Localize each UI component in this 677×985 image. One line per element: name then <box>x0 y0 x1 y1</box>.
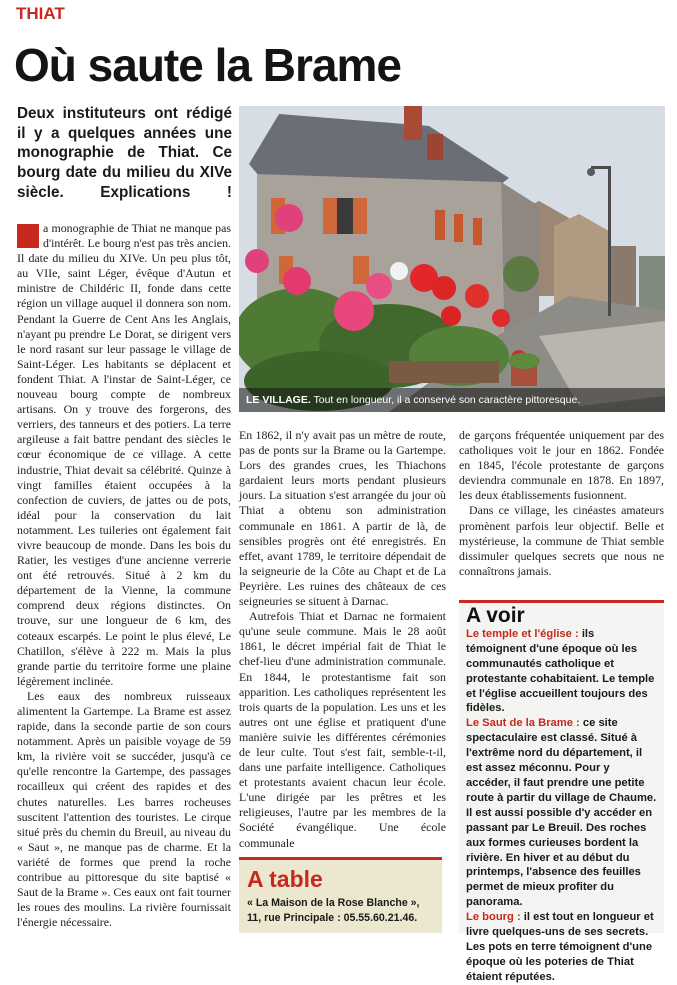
village-photo-image <box>239 106 665 412</box>
section-rubric: THIAT <box>16 4 65 23</box>
article-column-1 <box>17 221 231 930</box>
article-column-2 <box>239 428 446 851</box>
a-table-box <box>239 857 442 933</box>
article-paragraph: Autrefois Thiat et Darnac ne formaient qu'une seule commune. Mais le 28 août 1861, le décret impérial fait de Thiat le chef-lieu d'une administration communale. En 1844, le protestantisme fait son apparition. Les catholiques représentent les trois quarts de la population. Les uns et les autres ont une église et pratiquent d'une manière suivie les différentes cérémonies de leur culte. Tout s'est fait, semble-t-il, dans une parfaite intelligence. Catholiques et protestants avaient chacun leur école. L'une dirigée par les prêtres et les religieuses, l'autre par les membres de la Société évangélique. Une école communale <box>239 609 446 850</box>
photo-caption-text: Tout en longueur, il a conservé son caractère pittoresque. <box>310 394 581 406</box>
article-column-3 <box>459 428 664 579</box>
drop-cap <box>17 224 39 248</box>
photo-caption <box>239 388 665 412</box>
photo-caption-lead: LE VILLAGE. <box>246 394 311 406</box>
article-paragraph: Dans ce village, les cinéastes amateurs promènent parfois leur objectif. Belle et mystérieuse, la commune de Thiat semble dissimuler quelques secrets que nous ne connaîtrons jamais. <box>459 503 664 578</box>
article-paragraph: En 1862, il n'y avait pas un mètre de route, pas de ponts sur la Brame ou la Gartempe. Lors des grandes crues, les Thiachons gardaient leurs morts pendant plusieurs jours. La situation s'est arrangée du jour où Thiat a obtenu son administration communale en 1861. A partir de là, de sensibles progrès ont été enregistrés. En effet, avant 1789, le territoire dépendait de la seigneurie de la Côte au Chapt et de La Peyrière. Les ruines des châteaux de ces seigneuries se situent à Darnac. <box>239 428 446 609</box>
article-paragraph: Les eaux des nombreux ruisseaux alimentent la Gartempe. La Brame est assez rapide, dans la seconde partie de son cours notamment. Après un paisible voyage de 59 km, la rivière voit se succéder, jusqu'à ce qu'elle rencontre la Gartempe, des passages rocailleux qui créent des rapides et des chutes naturelles. Les barres rocheuses suscitent l'attention des touristes. Le cirque situé près du chemin du Breuil, au niveau du « Saut », ne manque pas de charme. Et la variété de formes que prend la roche contribue au pittoresque du site baptisé « Saut de la Brame ». Ces eaux ont fait tourner les roues des moulins. La rivière fournissait l'énergie nécessaire. <box>17 688 231 930</box>
a-voir-title: A voir <box>466 604 525 627</box>
a-table-text: « La Maison de la Rose Blanche », 11, rue Principale : 05.55.60.21.46. <box>247 897 420 924</box>
standfirst: Deux instituteurs ont rédigé il y a quelques années une monographie de Thiat. Ce bourg date du milieu du XIVe siècle. Explications ! <box>17 105 232 201</box>
a-voir-box <box>459 600 664 983</box>
headline: Où saute la Brame <box>14 39 401 91</box>
article-paragraph: de garçons fréquentée uniquement par des catholiques voit le jour en 1862. Fondée en 1845, l'école protestante de garçons deviendra communale en 1878. En 1897, les deux établissements fusionnent. <box>459 428 664 503</box>
article-paragraph: a monographie de Thiat ne manque pas d'intérêt. Le bourg n'est pas très ancien. Il date du milieu du XIVe. Un peu plus tôt, au VIIe, saint Léger, évêque d'Autun et ministre de Childéric II, fonde dans cette région un village auquel il donnera son nom. Pendant la Guerre de Cent Ans les Anglais, n'ayant pu prendre Le Dorat, se dirigent vers le nord rasant sur leur passage le village de Saint-Léger. Les habitants se déplacent et fondent Thiat. A l'instar de Saint-Léger, ce nouveau bourg compte de nombreux artisans. On y trouve des forgerons, des verriers, des tanneurs et des potiers. La terre argileuse a fait battre pendant des siècles le cœur économique de ce village. A cette industrie, Thiat devait sa célébrité. Quinze à vingt familles étaient occupées à la confection de cuviers, de jattes ou de pots, idéal pour la conservation du lait notamment. Les tuileries ont également fait vivre beaucoup de monde. Dans les bois du Ratier, les vestiges d'une ancienne verrerie ont été retrouvés. Situé à 2 km du département de la Vienne, la commune comprend deux régions distinctes. On trouve, sur une longueur de 6 km, des coteaux escarpés. Le point le plus élevé, Le Chatillon, s'élève à 222 m. Mais la plus grande partie du territoire forme une plaine légèrement inclinée. <box>17 221 231 688</box>
a-voir-item: Le Saut de la Brame : ce site spectaculaire est classé. Situé à l'extrême nord du département, il est assez méconnu. Pour y accéder, il faut prendre une petite route à partir du village de Chaume. Il est aussi possible d'y accéder en passant par Le Breuil. Des roches aux formes curieuses bordent la rivière. En hiver et au début du printemps, l'absence des feuilles permet de mieux profiter du panorama. <box>466 717 657 909</box>
a-voir-item: Le bourg : il est tout en longueur et livre quelques-uns de ses secrets. Les pots en terre témoignent d'une époque où les poteries de Thiat étaient réputées. <box>466 911 654 983</box>
a-table-title: A table <box>247 866 323 892</box>
a-voir-item: Le temple et l'église : ils témoignent d'une époque où les communautés catholique et protestante cohabitaient. Le temple et l'église accueillent toujours des fidèles. <box>466 627 655 715</box>
village-photo <box>239 106 665 412</box>
